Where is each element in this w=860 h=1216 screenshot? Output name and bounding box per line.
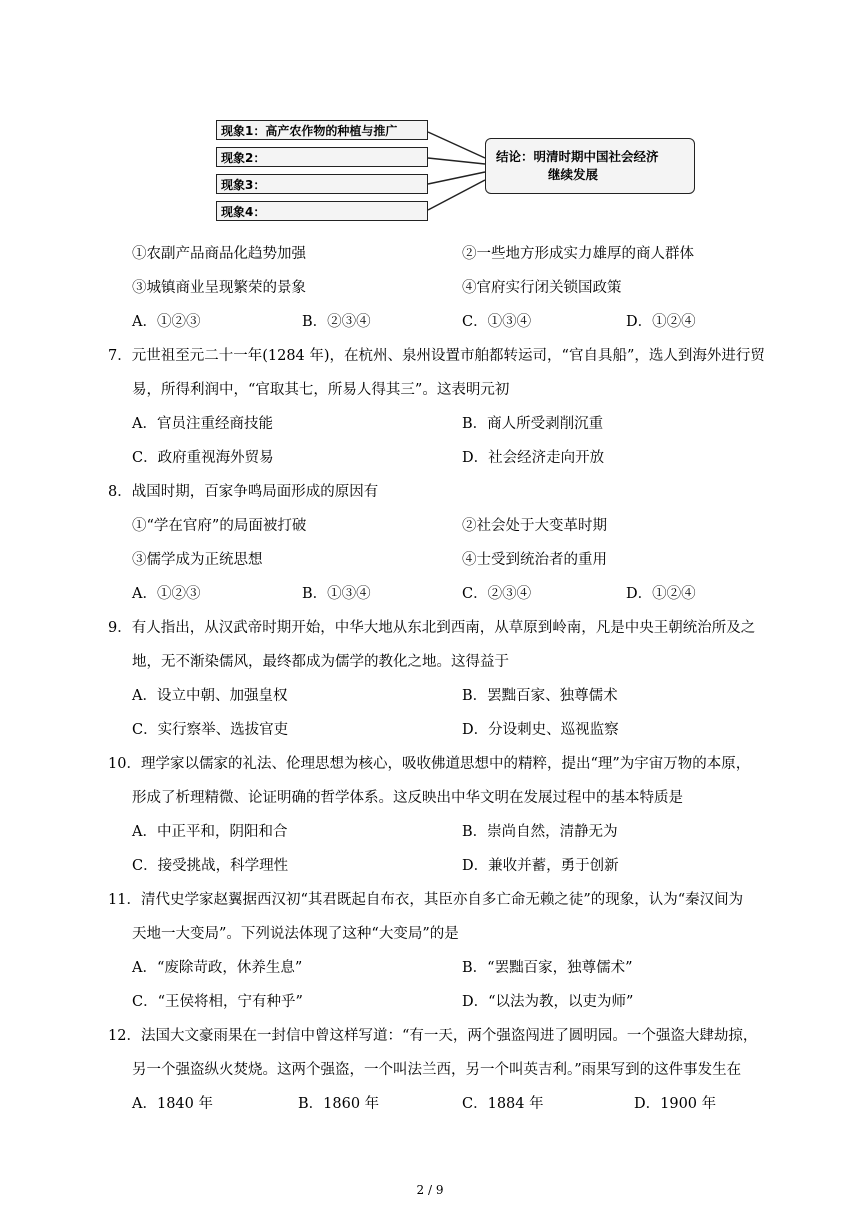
q9-option-c: C．实行察举、选拔官吏 [132, 722, 289, 738]
q10-option-a: A．中正平和，阴阳和合 [132, 824, 288, 840]
phenomenon-1-box: 现象1：高产农作物的种植与推广 [216, 120, 428, 140]
q6-option-d: D．①②④ [626, 314, 696, 330]
conclusion-line-1: 结论：明清时期中国社会经济 [496, 149, 659, 164]
phenomenon-2-box: 现象2： [216, 147, 428, 167]
q6-item-2: ②一些地方形成实力雄厚的商人群体 [462, 246, 694, 262]
q8-option-d: D．①②④ [626, 586, 696, 602]
q7-stem-line-2: 易，所得利润中，“官取其七，所易人得其三”。这表明元初 [132, 382, 510, 398]
q12-option-d: D．1900 年 [634, 1096, 717, 1112]
conclusion-box [485, 138, 695, 194]
q12-option-c: C．1884 年 [462, 1096, 544, 1112]
q9-option-b: B．罢黜百家、独尊儒术 [462, 688, 618, 704]
phenomenon-3-box: 现象3： [216, 174, 428, 194]
q11-option-b: B．“罢黜百家，独尊儒术” [462, 960, 633, 976]
q11-stem-line-2: 天地一大变局”。下列说法体现了这种“大变局”的是 [132, 926, 459, 942]
q10-stem-line-1: 10．理学家以儒家的礼法、伦理思想为核心，吸收佛道思想中的精粹，提出“理”为宇宙万物的本原， [108, 756, 751, 772]
q11-option-c: C．“王侯将相，宁有种乎” [132, 994, 303, 1010]
q10-option-b: B．崇尚自然，清静无为 [462, 824, 618, 840]
phenomenon-4-box: 现象4： [216, 201, 428, 221]
q8-item-1: ①“学在官府”的局面被打破 [132, 518, 307, 534]
page-number: 2 / 9 [416, 1183, 444, 1197]
q8-item-3: ③儒学成为正统思想 [132, 552, 263, 568]
q12-option-b: B．1860 年 [298, 1096, 380, 1112]
q8-stem: 8．战国时期，百家争鸣局面形成的原因有 [108, 484, 379, 500]
q11-stem-line-1: 11．清代史学家赵翼据西汉初“其君既起自布衣，其臣亦自多亡命无赖之徒”的现象，认为“秦汉间为 [108, 892, 744, 908]
q6-option-c: C．①③④ [462, 314, 532, 330]
q6-item-3: ③城镇商业呈现繁荣的景象 [132, 280, 306, 296]
q7-option-d: D．社会经济走向开放 [462, 450, 605, 466]
q8-item-4: ④士受到统治者的重用 [462, 552, 607, 568]
q6-item-1: ①农副产品商品化趋势加强 [132, 246, 306, 262]
q10-stem-line-2: 形成了析理精微、论证明确的哲学体系。这反映出中华文明在发展过程中的基本特质是 [132, 790, 683, 806]
q10-option-c: C．接受挑战，科学理性 [132, 858, 289, 874]
conclusion-line-2: 继续发展 [548, 167, 599, 182]
q8-item-2: ②社会处于大变革时期 [462, 518, 607, 534]
q9-option-d: D．分设刺史、巡视监察 [462, 722, 619, 738]
q6-option-a: A．①②③ [132, 314, 201, 330]
q11-option-d: D．“以法为教，以吏为师” [462, 994, 634, 1010]
q12-option-a: A．1840 年 [132, 1096, 213, 1112]
q9-stem-line-2: 地，无不渐染儒风，最终都成为儒学的教化之地。这得益于 [132, 654, 509, 670]
q11-option-a: A．“废除苛政，休养生息” [132, 960, 303, 976]
q8-option-a: A．①②③ [132, 586, 201, 602]
q12-stem-line-1: 12．法国大文豪雨果在一封信中曾这样写道：“有一天，两个强盗闯进了圆明园。一个强盗大肆劫掠， [108, 1028, 758, 1044]
q6-item-4: ④官府实行闭关锁国政策 [462, 280, 622, 296]
q7-stem-line-1: 7．元世祖至元二十一年(1284 年)，在杭州、泉州设置市舶都转运司，“官自具船”，选人到海外进行贸 [108, 348, 765, 364]
q8-option-b: B．①③④ [302, 586, 371, 602]
q7-option-c: C．政府重视海外贸易 [132, 450, 274, 466]
q7-option-a: A．官员注重经商技能 [132, 416, 273, 432]
q9-stem-line-1: 9．有人指出，从汉武帝时期开始，中华大地从东北到西南，从草原到岭南，凡是中央王朝统治所及之 [108, 620, 756, 636]
q8-option-c: C．②③④ [462, 586, 532, 602]
phenomena-conclusion-diagram [210, 110, 700, 228]
q9-option-a: A．设立中朝、加强皇权 [132, 688, 288, 704]
q6-option-b: B．②③④ [302, 314, 371, 330]
q12-stem-line-2: 另一个强盗纵火焚烧。这两个强盗，一个叫法兰西，另一个叫英吉利。”雨果写到的这件事发生在 [132, 1062, 742, 1078]
q10-option-d: D．兼收并蓄，勇于创新 [462, 858, 619, 874]
q7-option-b: B．商人所受剥削沉重 [462, 416, 604, 432]
